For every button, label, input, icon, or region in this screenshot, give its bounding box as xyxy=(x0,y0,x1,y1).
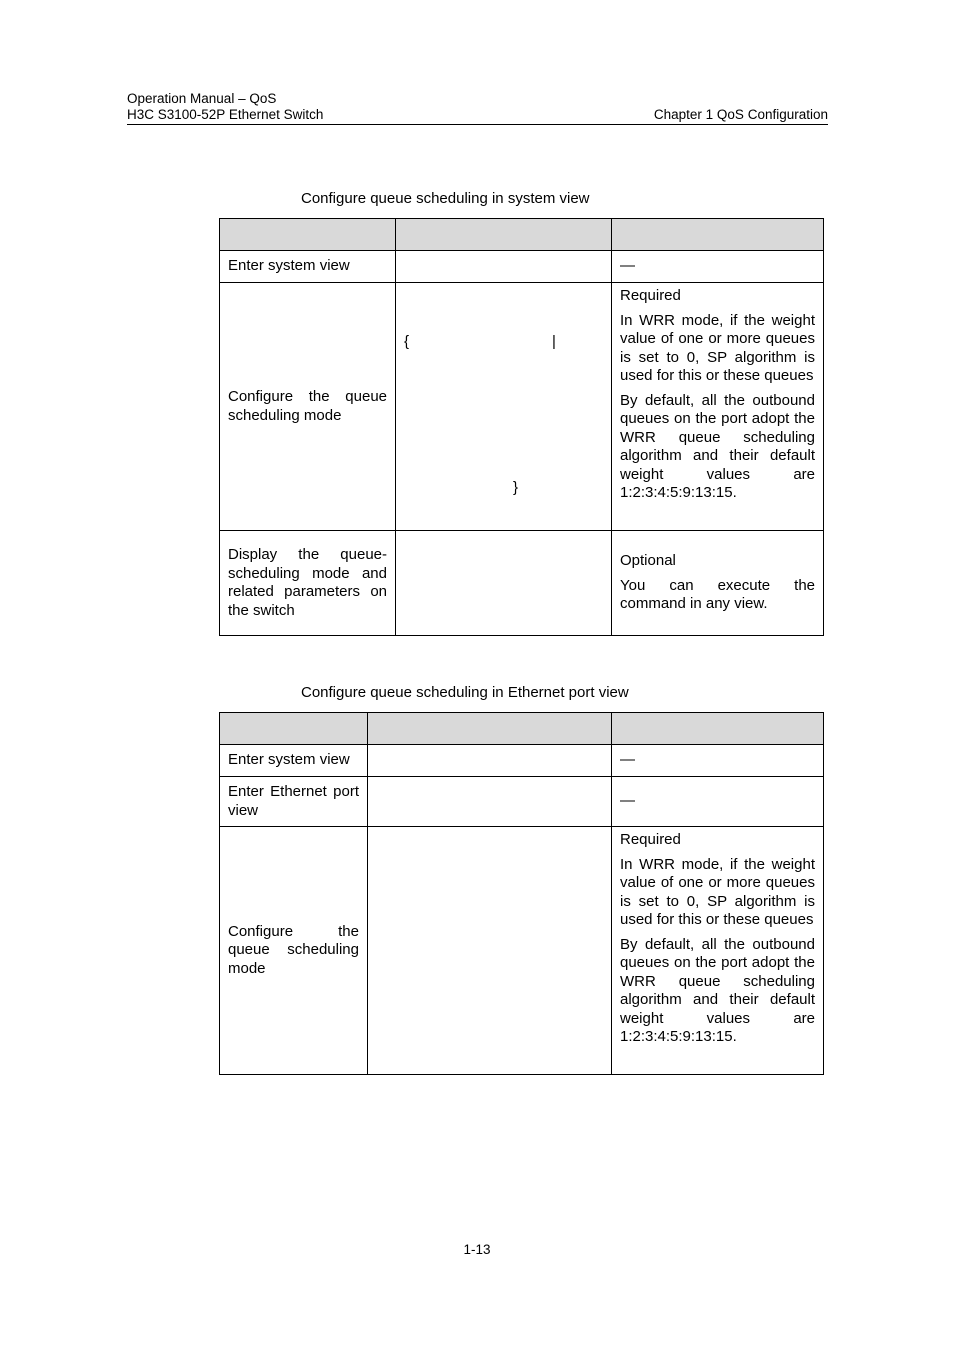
remark-wrr-note: In WRR mode, if the weight value of one or more queues is set to 0, SP algorithm is used for this or these queues xyxy=(620,311,815,384)
table-header-row xyxy=(220,713,824,745)
table-row xyxy=(220,531,824,636)
operation-cell: Enter system view xyxy=(220,251,396,283)
remark-required: Required xyxy=(620,831,681,848)
table-row xyxy=(220,283,824,531)
remarks-cell: — xyxy=(612,777,824,827)
header-cell-remarks xyxy=(612,219,824,251)
command-close-brace: } xyxy=(513,479,519,496)
page-number: 1-13 xyxy=(463,1242,491,1257)
remark-wrr-note: In WRR mode, if the weight value of one or more queues is set to 0, SP algorithm is used for this or these queues xyxy=(620,855,815,928)
table-row xyxy=(220,777,824,827)
product-name: H3C S3100-52P Ethernet Switch xyxy=(127,107,324,122)
running-header xyxy=(127,91,323,123)
table-port-view xyxy=(219,712,824,1075)
header-cell-operation xyxy=(220,219,396,251)
header-divider xyxy=(127,124,828,125)
table1-caption: Configure queue scheduling in system view xyxy=(301,190,590,207)
manual-title: Operation Manual – QoS xyxy=(127,91,277,106)
command-separator: | xyxy=(552,333,556,350)
operation-cell: Enter Ethernet port view xyxy=(220,777,368,827)
remark-default-note: By default, all the outbound queues on the port adopt the WRR queue scheduling algorithm and their default weight values are 1:2:3:4:5:9:13:15. xyxy=(620,391,815,501)
table-system-view xyxy=(219,218,824,636)
remark-optional: Optional xyxy=(620,552,676,570)
remark-required: Required xyxy=(620,287,681,304)
operation-cell: Configure the queue scheduling mode xyxy=(220,827,368,1075)
remarks-cell xyxy=(612,283,824,531)
command-cell xyxy=(396,283,612,531)
remark-any-view: You can execute the command in any view. xyxy=(620,576,815,613)
command-open-brace: { xyxy=(404,333,410,350)
command-cell xyxy=(368,745,612,777)
header-cell-remarks xyxy=(612,713,824,745)
remarks-cell: — xyxy=(612,251,824,283)
command-cell xyxy=(368,777,612,827)
header-cell-command xyxy=(368,713,612,745)
table-row xyxy=(220,827,824,1075)
table2-caption: Configure queue scheduling in Ethernet port view xyxy=(301,684,629,701)
chapter-title: Chapter 1 QoS Configuration xyxy=(653,107,828,122)
remark-default-note: By default, all the outbound queues on the port adopt the WRR queue scheduling algorithm and their default weight values are 1:2:3:4:5:9:13:15. xyxy=(620,935,815,1045)
command-cell xyxy=(396,531,612,636)
remarks-cell xyxy=(612,827,824,1075)
remarks-cell xyxy=(612,531,824,636)
operation-cell: Display the queue-scheduling mode and related parameters on the switch xyxy=(220,531,396,636)
header-cell-operation xyxy=(220,713,368,745)
command-cell xyxy=(396,251,612,283)
table-header-row xyxy=(220,219,824,251)
header-cell-command xyxy=(396,219,612,251)
operation-cell: Configure the queue scheduling mode xyxy=(220,283,396,531)
remarks-cell: — xyxy=(612,745,824,777)
operation-cell: Enter system view xyxy=(220,745,368,777)
table-row xyxy=(220,251,824,283)
table-row xyxy=(220,745,824,777)
command-cell xyxy=(368,827,612,1075)
